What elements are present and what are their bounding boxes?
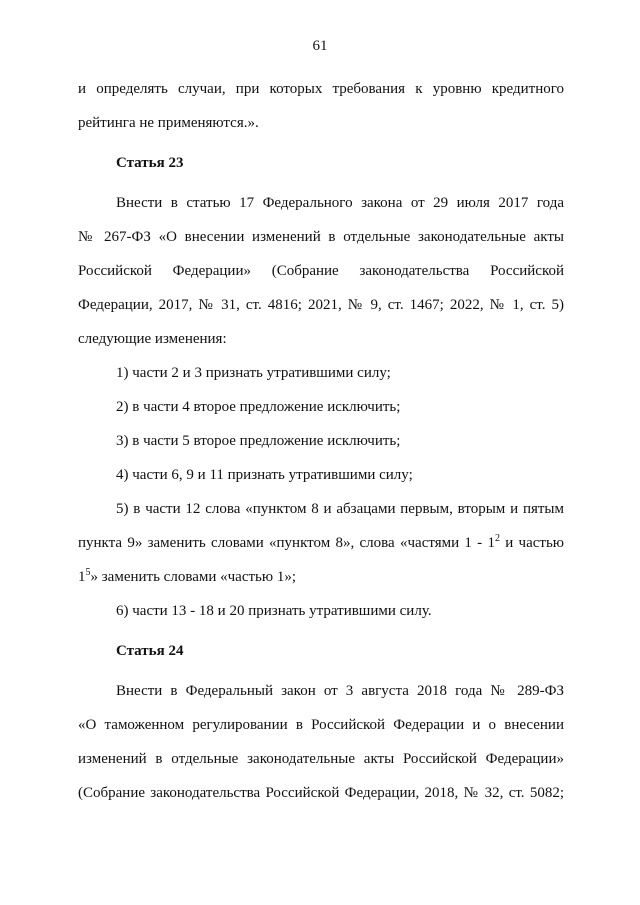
list-item: 4) части 6, 9 и 11 признать утратившими силу; — [116, 467, 413, 483]
page-number: 61 — [312, 38, 328, 54]
text-run: и частью — [499, 535, 564, 551]
text-run: » заменить словами «частью 1»; — [90, 569, 297, 585]
list-item: 2) в части 4 второе предложение исключить; — [116, 399, 401, 415]
paragraph-line: Внести в Федеральный закон от 3 августа 2018 года № 289-ФЗ — [116, 683, 564, 699]
list-item-continuation — [78, 560, 564, 594]
paragraph-line: изменений в отдельные законодательные акты Российской Федерации» — [78, 751, 564, 767]
list-item: 5) в части 12 слова «пунктом 8 и абзацами первым, вторым и пятым — [116, 501, 564, 517]
superscript: 2 — [494, 533, 500, 544]
document-body — [78, 72, 564, 810]
list-item: 6) части 13 - 18 и 20 признать утратившими силу. — [116, 603, 432, 619]
paragraph-line: и определять случаи, при которых требования к уровню кредитного — [78, 81, 564, 97]
paragraph-line: (Собрание законодательства Российской Федерации, 2018, № 32, ст. 5082; — [78, 785, 564, 801]
superscript: 5 — [85, 567, 91, 578]
paragraph-line: рейтинга не применяются.». — [78, 115, 259, 131]
list-item-continuation — [78, 526, 564, 560]
list-item: 1) части 2 и 3 признать утратившими силу; — [116, 365, 391, 381]
article-23-heading: Статья 23 — [116, 155, 184, 171]
paragraph-line: «О таможенном регулировании в Российской Федерации и о внесении — [78, 717, 564, 733]
paragraph-line: следующие изменения: — [78, 331, 227, 347]
paragraph-line: № 267-ФЗ «О внесении изменений в отдельные законодательные акты — [78, 229, 564, 245]
article-24-heading: Статья 24 — [116, 643, 184, 659]
paragraph-line: Внести в статью 17 Федерального закона от 29 июля 2017 года — [116, 195, 564, 211]
paragraph-line: Федерации, 2017, № 31, ст. 4816; 2021, № 9, ст. 1467; 2022, № 1, ст. 5) — [78, 297, 564, 313]
text-run: 1 — [78, 569, 86, 585]
list-item: 3) в части 5 второе предложение исключить; — [116, 433, 401, 449]
text-run: пункта 9» заменить словами «пунктом 8», слова «частями 1 - 1 — [78, 535, 495, 551]
paragraph-line: Российской Федерации» (Собрание законодательства Российской — [78, 263, 564, 279]
